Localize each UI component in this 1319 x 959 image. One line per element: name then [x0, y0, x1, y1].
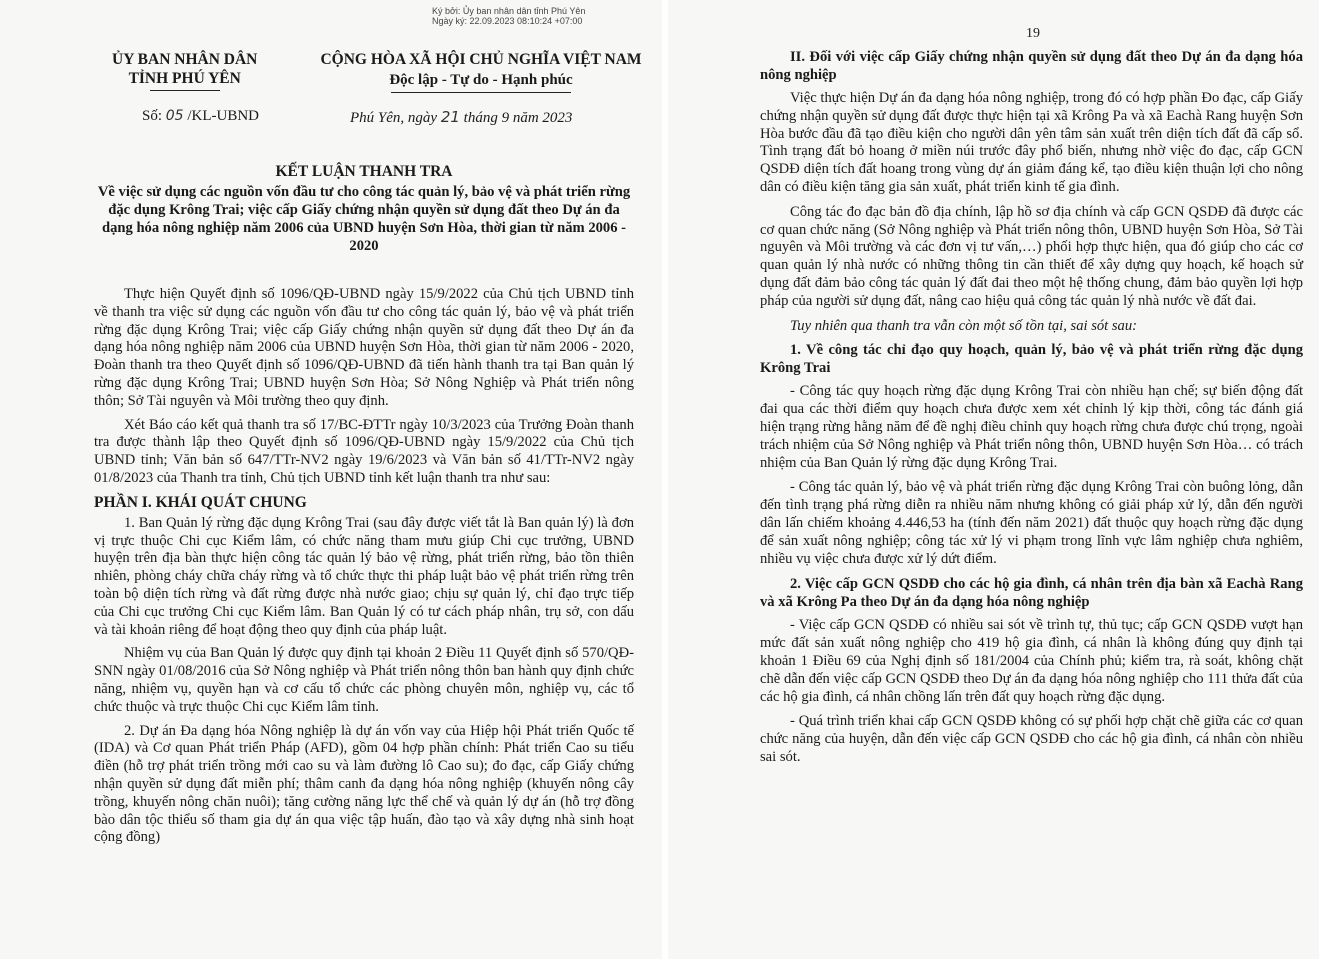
right-paragraph-1: Việc thực hiện Dự án đa dạng hóa nông nghiệp, trong đó có hợp phần Đo đạc, cấp Giấy chứng nhận quyền sử dụng đất được thực hiện tại xã Krông Pa và xã Eachà Rang huyện Sơn Hòa bước đầu đã tạo điều kiện cho người dân yên tâm sản xuất trên diện tích đất đã cấp sổ. Tình trạng đất bỏ hoang ở miền núi trước đây phổ biến, nhưng nhờ việc đo đạc, cấp GCN QSDĐ diện tích đất hoang trong vùng dự án giảm đáng kể, tạo điều kiện thuận lợi cho nông dân có điều kiện tăng gia sản xuất, phát triển kinh tế gia đình.	[760, 90, 1303, 195]
document-title-block	[94, 163, 634, 255]
digital-signature-stamp	[432, 6, 585, 26]
subsection-1-heading: 1. Về công tác chỉ đạo quy hoạch, quản lý, bảo vệ và phát triển rừng đặc dụng Krông Trai	[760, 342, 1303, 377]
date-suffix: tháng 9 năm 2023	[463, 110, 573, 126]
right-section-heading: II. Đối với việc cấp Giấy chứng nhận quyền sử dụng đất theo Dự án đa dạng hóa nông nghiệp	[760, 49, 1303, 83]
doc-number-suffix: /KL-UBND	[187, 108, 260, 124]
agency-line-1: ỦY BAN NHÂN DÂN	[112, 51, 258, 68]
subsection-2-heading: 2. Việc cấp GCN QSDĐ cho các hộ gia đình, cá nhân trên địa bàn xã Eachà Rang và xã Krông Pa theo Dự án đa dạng hóa nông nghiệp	[760, 576, 1303, 611]
paragraph-intro-2: Xét Báo cáo kết quả thanh tra số 17/BC-ĐTTr ngày 10/3/2023 của Trưởng Đoàn thanh tra được thành lập theo Quyết định số 1096/QĐ-UBND ngày 15/9/2022 của Chủ tịch UBND tỉnh; Văn bản số 647/TTr-NV2 ngày 19/6/2023 và Văn bản số 41/TTr-NV2 ngày 01/8/2023 của Thanh tra tỉnh, Chủ tịch UBND tỉnh kết luận thanh tra như sau:	[94, 416, 634, 486]
issuing-agency	[112, 50, 257, 91]
agency-underline	[150, 90, 220, 91]
paragraph-intro-1: Thực hiện Quyết định số 1096/QĐ-UBND ngày 15/9/2022 của Chủ tịch UBND tỉnh về thanh tra việc sử dụng các nguồn vốn đầu tư cho công tác quản lý, bảo vệ và phát triển rừng đặc dụng Krông Trai; việc cấp Giấy chứng nhận quyền sử dụng đất theo Dự án đa dạng hóa nông nghiệp năm 2006 của UBND huyện Sơn Hòa, thời gian từ năm 2006 - 2020, Đoàn thanh tra theo Quyết định số 1096/QĐ-UBND đã tiến hành thanh tra tại Ban quản lý rừng đặc dụng Krông Trai; UBND huyện Sơn Hòa; Sở Nông Nghiệp và Phát triển nông thôn; Sở Tài nguyên và Môi trường theo quy định.	[94, 286, 634, 409]
nation-motto: Độc lập - Tự do - Hạnh phúc	[389, 72, 573, 88]
right-paragraph-2: Công tác đo đạc bản đồ địa chính, lập hồ sơ địa chính và cấp GCN QSDĐ đã được các cơ quan chức năng (Sở Nông nghiệp và Phát triển nông thôn, UBND huyện Sơn Hòa, Sở Tài nguyên và Môi trường và các đơn vị tư vấn,…) phối hợp thực hiện, qua đó giúp cho các cơ quan quản lý nhà nước có những thông tin cần thiết để xây dựng quy hoạch, kế hoạch sử dụng đất đảm bảo công tác quản lý đất đai theo một hệ thống chung, đảm bảo quyền lợi hợp pháp của người sử dụng đất, nâng cao hiệu quả công tác quản lý nhà nước về đất đai.	[760, 203, 1303, 309]
signed-by: Ký bởi: Ủy ban nhân dân tỉnh Phú Yên	[432, 6, 586, 16]
doc-number-prefix: Số:	[142, 108, 163, 124]
document-subtitle: Về việc sử dụng các nguồn vốn đầu tư cho công tác quản lý, bảo vệ và phát triển rừng đặc dụng Krông Trai; việc cấp Giấy chứng nhận quyền sử dụng đất theo Dự án đa dạng hóa nông nghiệp năm 2006 của UBND huyện Sơn Hòa, thời gian từ năm 2006 - 2020	[97, 184, 631, 254]
nation-name: CỘNG HÒA XÃ HỘI CHỦ NGHĨA VIỆT NAM	[320, 51, 642, 68]
document-header	[94, 50, 654, 140]
paragraph-section-1: 1. Ban Quản lý rừng đặc dụng Krông Trai (sau đây được viết tắt là Ban quản lý) là đơn vị trực thuộc Chi cục Kiểm lâm, có chức năng tham mưu giúp Chi cục trưởng, UBND huyện trên địa bàn thực hiện công tác quản lý bảo vệ rừng, phát triển rừng, bảo tồn thiên nhiên, phòng cháy chữa cháy rừng và tổ chức thực thi pháp luật bảo vệ phát triển rừng trên toàn bộ diện tích rừng và đất rừng được nhà nước giao; chịu sự quản lý, chỉ đạo trực tiếp của Chi cục trưởng Chi cục Kiểm lâm. Ban Quản lý có tư cách pháp nhân, trụ sở, con dấu và tài khoản riêng để hoạt động theo quy định của pháp luật.	[94, 514, 634, 638]
right-intro-italic: Tuy nhiên qua thanh tra vẫn còn một số tồn tại, sai sót sau:	[790, 317, 1138, 334]
motto-underline	[391, 92, 571, 93]
section-heading-part-1: PHẦN I. KHÁI QUÁT CHUNG	[94, 493, 307, 511]
subsection-2-paragraph-1: - Việc cấp GCN QSDĐ có nhiều sai sót về trình tự, thủ tục; cấp GCN QSDĐ vượt hạn mức đất sản xuất nông nghiệp cho 419 hộ gia đình, cá nhân là không đúng quy định tại khoản 1 Điều 69 của Nghị định số 181/2004 của Chính phủ; kiểm tra, rà soát, không chặt chẽ dẫn đến việc cấp GCN QSDĐ theo Dự án đa dạng hóa nông nghiệp cho 111 thửa đất của các hộ gia đình, cá nhân chồng lấn trên đất quy hoạch rừng đặc dụng.	[760, 617, 1303, 705]
subsection-1-paragraph-1: - Công tác quy hoạch rừng đặc dụng Krông Trai còn nhiều hạn chế; sự biến động đất đai qua các thời điểm quy hoạch chưa được xem xét chỉnh lý kịp thời, công tác đánh giá hiện trạng rừng hằng năm để đề nghị điều chỉnh quy hoạch rừng chưa được chú trọng, ngoài trách nhiệm của Sở Nông nghiệp và Phát triển nông thôn, UBND huyện Sơn Hòa… có trách nhiệm của Ban Quản lý rừng đặc dụng Krông Trai.	[760, 383, 1303, 471]
subsection-1-paragraph-2: - Công tác quản lý, bảo vệ và phát triển rừng đặc dụng Krông Trai còn buông lỏng, dẫn đến tình trạng phá rừng diễn ra nhiều năm nhưng không có giải pháp xử lý, dẫn đến người dân lấn chiếm khoảng 4.446,53 ha (tính đến năm 2021) đất thuộc quy hoạch rừng đặc dụng để sản xuất nông nghiệp; công tác xử lý vi phạm trong lĩnh vực lâm nghiệp chưa nghiêm, nhiều vụ việc chưa được xử lý dứt điểm.	[760, 479, 1303, 567]
date-day-handwritten: 21	[440, 108, 460, 126]
subsection-2-paragraph-2: - Quá trình triển khai cấp GCN QSDĐ không có sự phối hợp chặt chẽ giữa các cơ quan chức năng của huyện, dẫn đến việc cấp GCN QSDĐ cho các hộ gia đình, cá nhân còn nhiều sai sót.	[760, 713, 1303, 765]
right-page-body	[760, 46, 1303, 774]
document-title: KẾT LUẬN THANH TRA	[275, 163, 453, 180]
left-page-body	[94, 286, 634, 853]
national-title	[306, 50, 656, 93]
date-prefix: Phú Yên, ngày	[350, 110, 438, 126]
document-number	[142, 108, 259, 125]
doc-number-handwritten: 05	[165, 108, 184, 124]
signed-at: Ngày ký: 22.09.2023 08:10:24 +07:00	[432, 16, 583, 26]
paragraph-section-2: Nhiệm vụ của Ban Quản lý được quy định tại khoản 2 Điều 11 Quyết định số 570/QĐ-SNN ngày 01/08/2016 của Sở Nông nghiệp và Phát triển nông thôn ban hành quy định chức năng, nhiệm vụ, quyền hạn và cơ cấu tổ chức các phòng chuyên môn, nghiệp vụ, các tổ chức thuộc và trực thuộc Chi cục Kiểm lâm tỉnh.	[94, 645, 634, 715]
paragraph-section-3: 2. Dự án Đa dạng hóa Nông nghiệp là dự án vốn vay của Hiệp hội Phát triển Quốc tế (IDA) và Cơ quan Phát triển Pháp (AFD), gồm 04 hợp phần chính: Phát triển Cao su tiểu điền (hỗ trợ phát triển trồng mới cao su và làm đường lô Cao su); đo đạc, cấp Giấy chứng nhận quyền sử dụng đất miễn phí; thâm canh đa dạng hóa nông nghiệp (khuyến nông cây trồng, khuyến nông chăn nuôi); tăng cường năng lực thể chế và quản lý dự án (hỗ trợ đồng bào dân tộc thiểu số tham gia dự án qua việc tập huấn, đào tạo và xây dựng nhà sinh hoạt cộng đồng)	[94, 722, 634, 846]
agency-line-2: TỈNH PHÚ YÊN	[128, 70, 241, 87]
document-date	[350, 108, 572, 127]
page-number: 19	[1026, 26, 1040, 41]
